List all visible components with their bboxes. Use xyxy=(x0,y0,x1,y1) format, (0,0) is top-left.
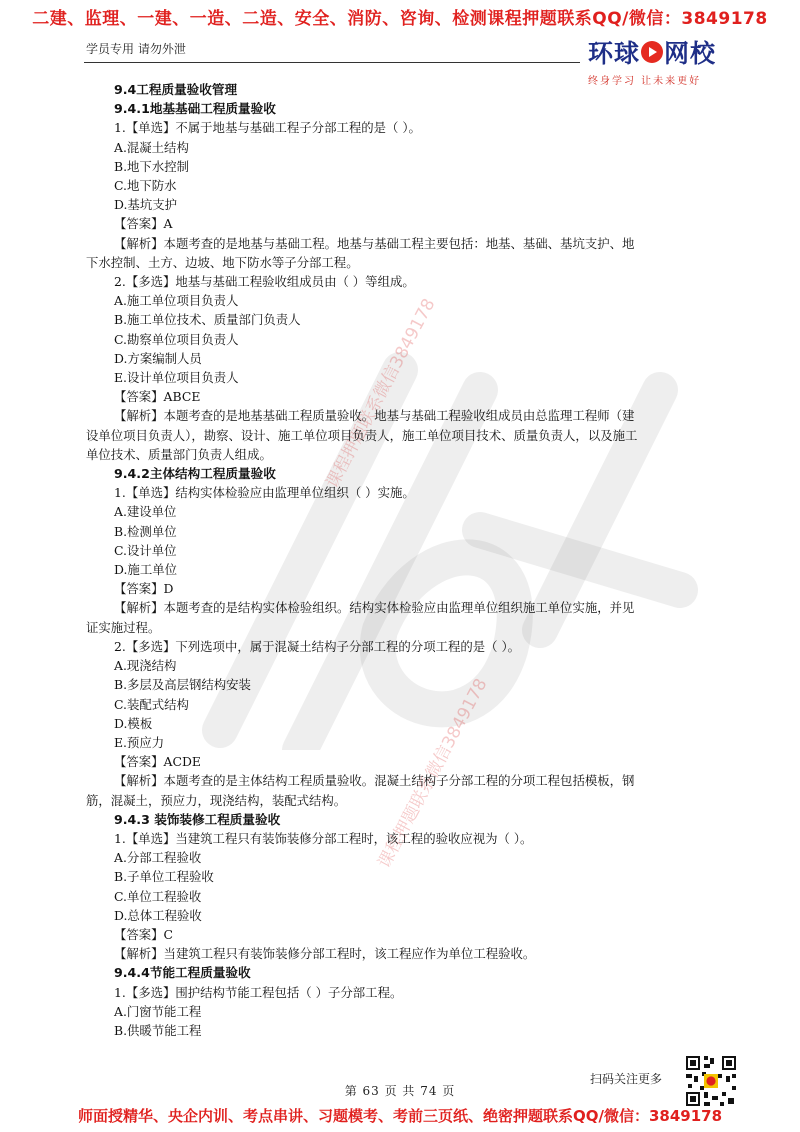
scan-prompt: 扫码关注更多 xyxy=(590,1072,663,1086)
paragraph-line: A.施工单位项目负责人 xyxy=(114,293,239,309)
section-heading: 9.4.2主体结构工程质量验收 xyxy=(114,466,276,482)
paragraph-line: 【解析】本题考查的是地基与基础工程。地基与基础工程主要包括：地基、基础、基坑支护、地 xyxy=(114,235,635,251)
document-body xyxy=(86,80,734,1040)
paragraph-line: 【解析】当建筑工程只有装饰装修分部工程时，该工程应作为单位工程验收。 xyxy=(114,946,536,962)
paragraph-line: C.装配式结构 xyxy=(114,696,189,712)
section-heading: 9.4.4节能工程质量验收 xyxy=(114,965,251,981)
watermark-text-2: 课程押题联系微信3849178 xyxy=(374,675,492,872)
paragraph-line: A.现浇结构 xyxy=(114,658,177,674)
section-heading: 9.4.3 装饰装修工程质量验收 xyxy=(114,811,281,827)
paragraph-line: D.施工单位 xyxy=(114,562,177,578)
paragraph-line: E.预应力 xyxy=(114,734,165,750)
paragraph-line: B.多层及高层钢结构安装 xyxy=(114,677,251,693)
paragraph-line: A.混凝土结构 xyxy=(114,139,189,155)
paragraph-line: 【解析】本题考查的是主体结构工程质量验收。混凝土结构子分部工程的分项工程包括模板，钢 xyxy=(114,773,635,789)
paragraph-line: 1.【多选】围护结构节能工程包括（ ）子分部工程。 xyxy=(114,984,403,1000)
paragraph-continuation: 筋，混凝土，预应力，现浇结构，装配式结构。 xyxy=(86,792,347,808)
logo-text-part2: 网校 xyxy=(664,39,717,68)
watermark-text-1: 课程押题联系微信3849178 xyxy=(322,295,440,492)
paragraph-line: 【答案】ACDE xyxy=(114,754,201,770)
qr-code-icon xyxy=(684,1054,738,1108)
top-promo-banner: 二建、监理、一建、一造、二造、安全、消防、咨询、检测课程押题联系QQ/微信：3849178 xyxy=(32,9,768,29)
section-heading: 9.4工程质量验收管理 xyxy=(114,82,238,97)
paragraph-line: 【答案】C xyxy=(114,926,174,942)
logo-text-part1: 环球 xyxy=(588,39,641,68)
paragraph-line: E.设计单位项目负责人 xyxy=(114,370,239,386)
paragraph-continuation: 证实施过程。 xyxy=(86,619,161,635)
paragraph-line: 1.【单选】结构实体检验应由监理单位组织（ ）实施。 xyxy=(114,485,415,501)
paragraph-line: 2.【多选】地基与基础工程验收组成员由（ ）等组成。 xyxy=(114,274,415,290)
paragraph-line: B.子单位工程验收 xyxy=(114,869,214,885)
paragraph-line: 1.【单选】当建筑工程只有装饰装修分部工程时，该工程的验收应视为（ ）。 xyxy=(114,830,533,846)
paragraph-line: B.供暖节能工程 xyxy=(114,1022,202,1038)
page-number: 第 63 页 共 74 页 xyxy=(344,1084,456,1098)
paragraph-line: C.设计单位 xyxy=(114,542,177,558)
paragraph-line: A.建设单位 xyxy=(114,504,177,520)
paragraph-line: 【答案】D xyxy=(114,581,174,597)
paragraph-line: D.总体工程验收 xyxy=(114,907,202,923)
paragraph-line: 【解析】本题考查的是结构实体检验组织。结构实体检验应由监理单位组织施工单位实施，并见 xyxy=(114,600,635,616)
paragraph-continuation: 设单位项目负责人），勘察、设计、施工单位项目负责人，施工单位项目技术、质量负责人，以及施工 xyxy=(86,427,638,443)
paragraph-line: C.地下防水 xyxy=(114,178,177,194)
paragraph-line: D.基坑支护 xyxy=(114,197,177,213)
paragraph-line: B.施工单位技术、质量部门负责人 xyxy=(114,312,301,328)
paragraph-line: 2.【多选】下列选项中，属于混凝土结构子分部工程的分项工程的是（ ）。 xyxy=(114,638,521,654)
header-divider xyxy=(84,62,580,63)
paragraph-line: D.模板 xyxy=(114,715,153,731)
bottom-promo-banner: 师面授精华、央企内训、考点串讲、习题模考、考前三页纸、绝密押题联系QQ/微信：3849178 xyxy=(77,1107,723,1125)
header-notice: 学员专用 请勿外泄 xyxy=(86,42,186,56)
paragraph-continuation: 下水控制、土方、边坡、地下防水等子分部工程。 xyxy=(86,254,359,270)
paragraph-line: A.门窗节能工程 xyxy=(114,1003,202,1019)
play-icon xyxy=(641,41,663,63)
paragraph-line: A.分部工程验收 xyxy=(114,850,202,866)
paragraph-line: 【解析】本题考查的是地基基础工程质量验收。地基与基础工程验收组成员由总监理工程师（建 xyxy=(114,408,635,424)
paragraph-line: B.检测单位 xyxy=(114,523,177,539)
section-heading: 9.4.1地基基础工程质量验收 xyxy=(114,101,276,117)
paragraph-line: 【答案】A xyxy=(114,216,173,232)
paragraph-line: B.地下水控制 xyxy=(114,158,189,174)
brand-logo xyxy=(588,34,738,87)
paragraph-line: 1.【单选】不属于地基与基础工程子分部工程的是（ ）。 xyxy=(114,120,421,136)
paragraph-line: C.勘察单位项目负责人 xyxy=(114,331,239,347)
logo-slogan: 终身学习 让未来更好 xyxy=(588,76,702,87)
paragraph-line: D.方案编制人员 xyxy=(114,350,202,366)
paragraph-line: C.单位工程验收 xyxy=(114,888,202,904)
paragraph-continuation: 单位技术、质量部门负责人组成。 xyxy=(86,446,272,462)
paragraph-line: 【答案】ABCE xyxy=(114,389,201,405)
